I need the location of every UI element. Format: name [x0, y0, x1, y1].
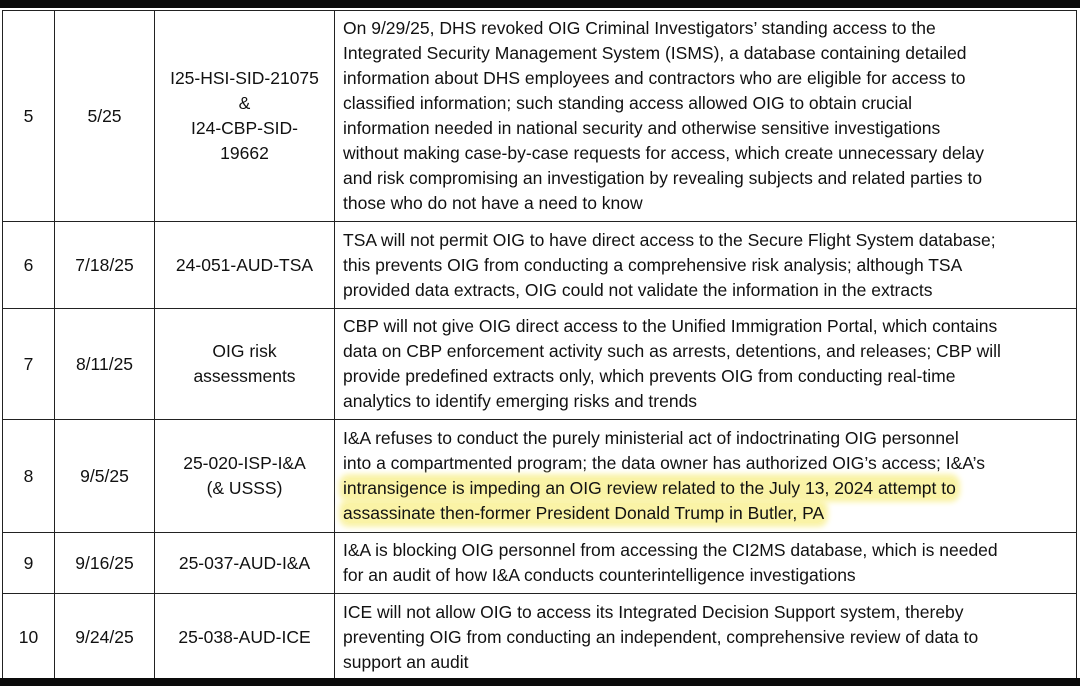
table-row: [3, 533, 1077, 594]
reference-cell: [155, 222, 335, 309]
description-cell: [335, 11, 1077, 222]
reference-line: (& USSS): [206, 478, 283, 498]
description-line: ICE will not allow OIG to access its Integrated Decision Support system, thereby: [343, 601, 964, 622]
reference-line: 25-020-ISP-I&A: [183, 453, 306, 473]
highlight-mark: assassinate then-former President Donald Trump in Butler, PA: [343, 503, 825, 523]
bottom-frame-bar: [0, 678, 1080, 686]
description-line: into a compartmented program; the data owner has authorized OIG’s access; I&A’s: [343, 453, 985, 473]
description-line: I&A refuses to conduct the purely ministerial act of indoctrinating OIG personnel: [343, 428, 959, 448]
reference-line: assessments: [193, 366, 296, 386]
reference-line: 19662: [220, 143, 269, 163]
row-number-cell: 5: [3, 11, 55, 222]
description-line: analytics to identify emerging risks and trends: [343, 391, 698, 411]
reference-cell: [155, 11, 335, 222]
date-cell: 5/25: [55, 11, 155, 222]
description-line: provide predefined extracts only, which prevents OIG from conducting real-time: [343, 366, 956, 386]
description-cell: [335, 420, 1077, 533]
description-cell: [335, 222, 1077, 309]
reference-line: &: [238, 93, 251, 113]
table-row: [3, 11, 1077, 222]
row-number-cell: 9: [3, 533, 55, 594]
description-cell: [335, 309, 1077, 420]
description-line: classified information; such standing access allowed OIG to obtain crucial: [343, 93, 913, 113]
description-line: and risk compromising an investigation by revealing subjects and related parties to: [343, 168, 983, 188]
table-row: [3, 309, 1077, 420]
table-row: [3, 222, 1077, 309]
row-number-cell: 6: [3, 222, 55, 309]
description-line: preventing OIG from conducting an independent, comprehensive review of data to: [343, 626, 979, 647]
description-line: for an audit of how I&A conducts counterintelligence investigations: [343, 565, 856, 585]
date-cell: 7/18/25: [55, 222, 155, 309]
description-line: this prevents OIG from conducting a comprehensive risk analysis; although TSA: [343, 254, 963, 275]
row-number-cell: 10: [3, 594, 55, 681]
reference-line: OIG risk: [212, 341, 277, 361]
description-line: those who do not have a need to know: [343, 193, 643, 213]
reference-line: 25-037-AUD-I&A: [178, 552, 311, 573]
reference-line: I25-HSI-SID-21075: [170, 68, 319, 88]
highlighted-description-line: [343, 476, 1070, 501]
reference-cell: [155, 533, 335, 594]
reference-cell: [155, 420, 335, 533]
reference-cell: [155, 594, 335, 681]
row-number-cell: 7: [3, 309, 55, 420]
description-line: TSA will not permit OIG to have direct access to the Secure Flight System database;: [343, 229, 996, 250]
description-line: On 9/29/25, DHS revoked OIG Criminal Investigators’ standing access to the: [343, 18, 936, 38]
date-cell: 9/24/25: [55, 594, 155, 681]
top-frame-bar: [0, 0, 1080, 8]
highlight-mark: intransigence is impeding an OIG review related to the July 13, 2024 attempt to: [343, 478, 956, 498]
description-line: support an audit: [343, 651, 469, 672]
description-line: provided data extracts, OIG could not validate the information in the extracts: [343, 279, 933, 300]
table-row: [3, 420, 1077, 533]
date-cell: 8/11/25: [55, 309, 155, 420]
reference-cell: [155, 309, 335, 420]
description-line: data on CBP enforcement activity such as arrests, detentions, and releases; CBP will: [343, 341, 1001, 361]
reference-line: 24-051-AUD-TSA: [175, 254, 314, 275]
date-cell: 9/16/25: [55, 533, 155, 594]
description-line: I&A is blocking OIG personnel from accessing the CI2MS database, which is needed: [343, 540, 998, 560]
table-row: [3, 594, 1077, 681]
highlighted-description-line: [343, 501, 1070, 526]
description-line: information needed in national security and otherwise sensitive investigations: [343, 118, 941, 138]
reference-line: I24-CBP-SID-: [191, 118, 298, 138]
description-line: without making case-by-case requests for access, which create unnecessary delay: [343, 143, 984, 163]
date-cell: 9/5/25: [55, 420, 155, 533]
row-number-cell: 8: [3, 420, 55, 533]
description-cell: [335, 594, 1077, 681]
description-line: information about DHS employees and contractors who are eligible for access to: [343, 68, 966, 88]
reference-line: 25-038-AUD-ICE: [178, 626, 311, 647]
description-cell: [335, 533, 1077, 594]
description-line: Integrated Security Management System (ISMS), a database containing detailed: [343, 43, 967, 63]
description-line: CBP will not give OIG direct access to the Unified Immigration Portal, which contains: [343, 316, 998, 336]
oig-access-issues-table: [2, 10, 1077, 681]
